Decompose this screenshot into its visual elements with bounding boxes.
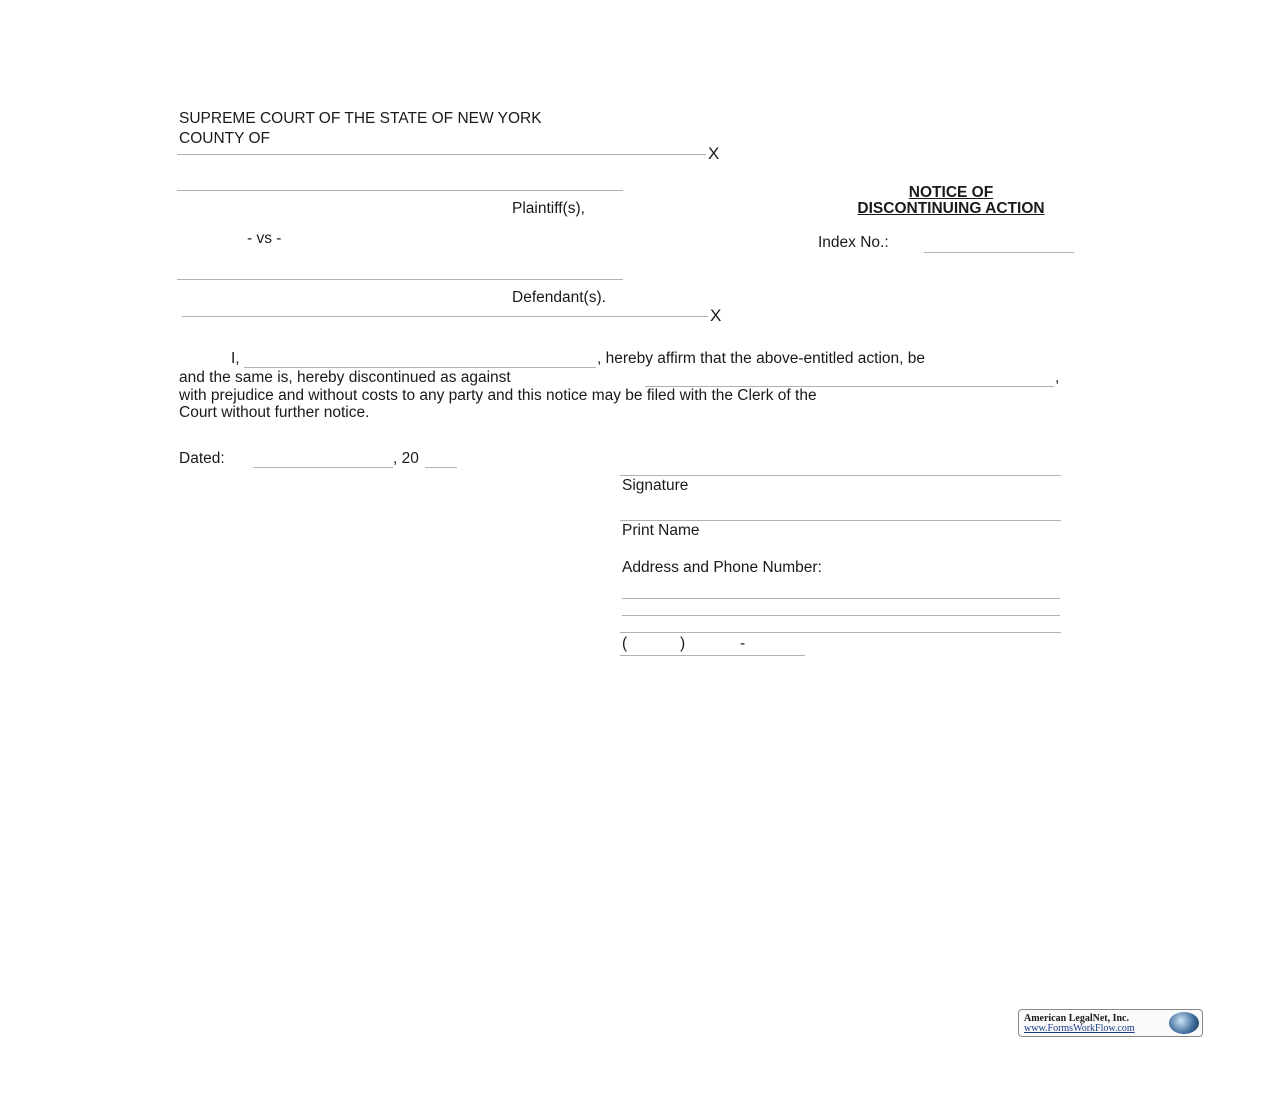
court-notice-text: Court without further notice. — [179, 404, 370, 421]
defendant-label: Defendant(s). — [512, 289, 606, 306]
address-line-3[interactable] — [620, 632, 1061, 633]
year-prefix: , 20 — [393, 450, 419, 467]
dated-label: Dated: — [179, 450, 225, 467]
print-name-label: Print Name — [622, 522, 700, 539]
address-line-2[interactable] — [622, 615, 1060, 616]
index-number-field[interactable] — [924, 252, 1074, 253]
comma: , — [1055, 369, 1060, 386]
phone-field[interactable] — [620, 655, 805, 656]
affirm-text: , hereby affirm that the above-entitled action, be — [597, 350, 925, 367]
phone-dash: - — [740, 635, 746, 652]
caption-x-mark-bottom: X — [710, 306, 722, 325]
caption-x-mark: X — [708, 144, 720, 163]
vs-label: - vs - — [247, 230, 282, 247]
year-field[interactable] — [425, 467, 457, 468]
defendant-field[interactable] — [177, 279, 623, 280]
globe-icon — [1169, 1012, 1199, 1034]
prejudice-text: with prejudice and without costs to any party and this notice may be filed with the Clerk of the — [179, 387, 817, 404]
index-label: Index No.: — [818, 234, 889, 251]
affiant-name-field[interactable] — [244, 367, 596, 368]
signature-label: Signature — [622, 477, 689, 494]
court-name: SUPREME COURT OF THE STATE OF NEW YORK — [179, 110, 542, 127]
date-field[interactable] — [253, 467, 393, 468]
discontinued-text: and the same is, hereby discontinued as against — [179, 369, 511, 386]
affirm-i: I, — [231, 350, 240, 367]
county-label: COUNTY OF — [179, 130, 270, 147]
signature-field[interactable] — [620, 475, 1061, 476]
logo-url[interactable]: www.FormsWorkFlow.com — [1024, 1023, 1135, 1034]
print-name-field[interactable] — [620, 520, 1061, 521]
plaintiff-label: Plaintiff(s), — [512, 200, 585, 217]
plaintiff-field[interactable] — [177, 190, 623, 191]
phone-open-paren: ( — [622, 635, 628, 652]
logo-company-name: American LegalNet, Inc. — [1024, 1013, 1129, 1024]
notice-title-line1: NOTICE OF — [908, 184, 994, 201]
caption-top-line — [177, 154, 706, 155]
caption-bottom-line — [182, 316, 708, 317]
address-label: Address and Phone Number: — [622, 559, 822, 576]
notice-title-line2: DISCONTINUING ACTION — [857, 200, 1045, 217]
phone-close-paren: ) — [680, 635, 686, 652]
american-legalnet-logo[interactable] — [1018, 1009, 1203, 1037]
address-line-1[interactable] — [622, 598, 1060, 599]
